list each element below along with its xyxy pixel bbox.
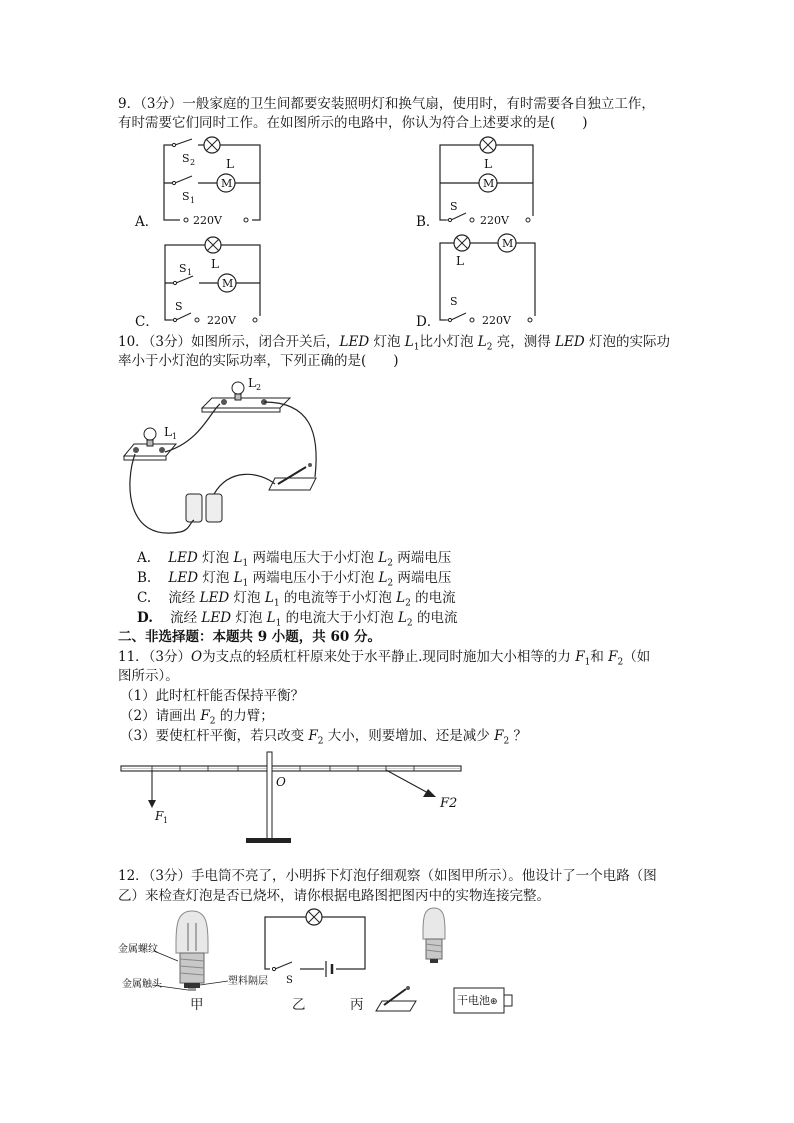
q10-line1: 10．（3分）如图所示，闭合开关后，LED 灯泡 $L_1$比小灯泡 $L_2$ 亮，测得 LED 灯泡的实际功: [118, 334, 671, 353]
svg-text:S: S: [286, 975, 293, 986]
bulb-icon: [232, 382, 244, 394]
q9-line1: 9．（3分）一般家庭的卫生间都要安装照明灯和换气扇，使用时，有时需要各自独立工作，: [118, 96, 655, 112]
svg-text:S: S: [182, 152, 190, 165]
q12-line2: 乙）来检查灯泡是否已烧坏，请你根据电路图把图丙中的实物连接完整。: [118, 888, 550, 904]
svg-text:S: S: [450, 200, 458, 213]
caption-yi: 乙: [292, 997, 306, 1013]
svg-text:L: L: [456, 254, 464, 268]
svg-text:220V: 220V: [207, 314, 236, 327]
svg-text:1: 1: [172, 432, 178, 441]
q9-line2: 有时需要它们同时工作。在如图所示的电路中，你认为符合上述要求的是( ): [118, 115, 588, 131]
label-tip: 金属触头: [122, 979, 162, 990]
svg-text:2: 2: [190, 158, 196, 167]
svg-text:M: M: [222, 277, 234, 290]
svg-text:1: 1: [163, 816, 169, 825]
caption-jia: 甲: [190, 997, 204, 1013]
svg-text:O: O: [276, 775, 286, 789]
q11-line1: 11．（3分）O为支点的轻质杠杆原来处于水平静止.现同时施加大小相等的力 $F_1$和 $F_2$（如: [118, 649, 651, 668]
q9-circuit-d: [420, 235, 560, 335]
label-screw: 金属螺纹: [118, 944, 158, 955]
svg-text:S: S: [450, 295, 458, 308]
svg-text:L: L: [164, 425, 172, 439]
q12-line1: 12．（3分）手电筒不亮了，小明拆下灯泡仔细观察（如图甲所示）。他设计了一个电路（图: [118, 868, 657, 884]
q9-option-b: B．: [416, 214, 440, 230]
svg-text:1: 1: [187, 268, 193, 277]
label-plastic: 塑料隔层: [228, 976, 268, 987]
svg-text:M: M: [483, 177, 495, 190]
q11-sub1: （1）此时杠杆能否保持平衡？: [120, 688, 305, 704]
svg-text:L: L: [248, 376, 256, 390]
svg-text:220V: 220V: [482, 314, 511, 327]
q10-option-c: C. 流经 LED 灯泡 $L_1$ 的电流等于小灯泡 $L_2$ 的电流: [137, 590, 456, 609]
svg-text:2: 2: [256, 383, 262, 392]
svg-text:220V: 220V: [193, 214, 222, 227]
bulb-icon: [144, 428, 156, 440]
q10-option-a: A. LED 灯泡 $L_1$ 两端电压大于小灯泡 $L_2$ 两端电压: [137, 550, 452, 569]
svg-text:L: L: [226, 157, 234, 171]
q9-option-d: D．: [416, 314, 441, 330]
svg-text:F: F: [155, 809, 164, 823]
battery-label: 干电池⊕: [457, 994, 498, 1007]
svg-text:220V: 220V: [480, 214, 509, 227]
svg-text:M: M: [221, 177, 233, 190]
q11-sub2: （2）请画出 $F_2$ 的力臂；: [120, 708, 274, 727]
caption-bing: 丙: [350, 997, 364, 1013]
svg-text:L: L: [484, 157, 492, 171]
q9-circuit-c: [145, 235, 275, 335]
q9-option-a: A．: [135, 214, 159, 230]
svg-text:M: M: [502, 237, 514, 250]
svg-text:F2: F2: [440, 796, 458, 811]
svg-text:S: S: [175, 300, 183, 313]
svg-text:S: S: [179, 262, 187, 275]
q11-lever-figure: [118, 750, 478, 850]
q10-option-b: B. LED 灯泡 $L_1$ 两端电压小于小灯泡 $L_2$ 两端电压: [137, 570, 452, 589]
svg-text:S: S: [182, 190, 190, 203]
q9-circuit-b: [420, 135, 560, 235]
q11-line2: 图所示）。: [118, 668, 179, 684]
svg-text:1: 1: [190, 196, 196, 205]
q9-option-c: C．: [135, 314, 159, 330]
q11-sub3: （3）要使杠杆平衡，若只改变 $F_2$ 大小，则要增加、还是减少 $F_2$ ？: [120, 728, 527, 747]
svg-text:L: L: [211, 257, 219, 271]
q12-figure-yi: [262, 905, 382, 985]
q12-figure-bing: [370, 903, 530, 1018]
q10-circuit-figure: [120, 372, 330, 547]
q10-line2: 率小于小灯泡的实际功率，下列正确的是( ): [118, 353, 399, 369]
q10-option-d: D. 流经 LED 灯泡 $L_1$ 的电流大于小灯泡 $L_2$ 的电流: [137, 610, 458, 629]
section-heading: 二、非选择题：本题共 9 小题，共 60 分。: [118, 629, 381, 645]
